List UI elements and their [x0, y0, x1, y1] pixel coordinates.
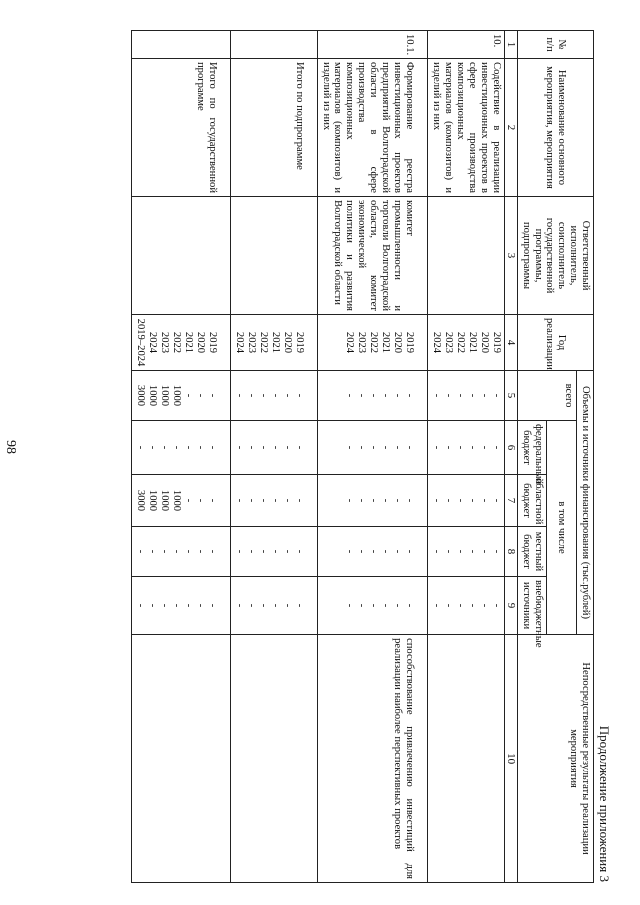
col-num-1: 1: [504, 31, 517, 59]
row-regional-item: -: [269, 498, 281, 503]
row-number: [230, 31, 317, 59]
row-extra-item: -: [430, 603, 442, 608]
row-federal-item: -: [466, 445, 478, 450]
row-federal-item: -: [146, 445, 158, 450]
row-years: [230, 315, 317, 371]
row-regional-item: 1000: [158, 489, 170, 512]
row-local: [427, 527, 504, 577]
row-total-item: -: [490, 393, 502, 398]
row-extra-item: -: [269, 603, 281, 608]
row-total-item: 3000: [134, 384, 146, 407]
row-total-item: 1000: [170, 384, 182, 407]
appendix-caption: Продолжение приложения 3: [597, 725, 612, 882]
row-federal-item: -: [478, 445, 490, 450]
row-result: [131, 635, 230, 883]
row-total: [427, 371, 504, 421]
row-local-item: -: [182, 549, 194, 554]
row-total-item: 1000: [158, 384, 170, 407]
table-row: [427, 31, 504, 883]
table-row: [317, 31, 427, 883]
row-years-item: 2020: [194, 331, 206, 354]
row-years-item: 2020: [478, 331, 490, 354]
row-regional: [230, 475, 317, 527]
header-responsible: Ответственный исполнитель, соисполнитель государственной программы, подпрограммы: [517, 197, 593, 315]
row-extra-item: -: [355, 603, 367, 608]
row-extra-item: -: [403, 603, 415, 608]
row-years-item: 2021: [269, 331, 281, 354]
row-local-item: -: [466, 549, 478, 554]
row-federal-item: -: [257, 445, 269, 450]
row-extra-item: -: [281, 603, 293, 608]
header-funding: Объемы и источники финансирования (тыс.рублей): [577, 371, 594, 635]
row-federal-item: -: [245, 445, 257, 450]
row-local-item: -: [355, 549, 367, 554]
row-years-item: 2019: [206, 331, 218, 354]
row-regional-item: -: [194, 498, 206, 503]
row-responsible: [131, 197, 230, 315]
row-extra-item: -: [233, 603, 245, 608]
row-years: [317, 315, 427, 371]
row-total-item: -: [257, 393, 269, 398]
row-number: 10.1.: [317, 31, 427, 59]
row-federal-item: -: [442, 445, 454, 450]
row-total-item: -: [478, 393, 490, 398]
row-regional-item: -: [403, 498, 415, 503]
row-federal-item: -: [490, 445, 502, 450]
col-num-8: 8: [504, 527, 517, 577]
row-years: [131, 315, 230, 371]
row-total-item: -: [269, 393, 281, 398]
row-total-item: -: [355, 393, 367, 398]
row-years-item: 2022: [170, 331, 182, 354]
row-total-item: -: [379, 393, 391, 398]
header-result: Непосредственные результаты реализации мероприятия: [517, 635, 593, 883]
row-extra: [230, 577, 317, 635]
row-extra-item: -: [379, 603, 391, 608]
row-federal-item: -: [379, 445, 391, 450]
table-row: [131, 31, 230, 883]
row-extra-item: -: [257, 603, 269, 608]
row-responsible: комитет промышленности и торговли Волгоградской области, комитет экономической политики и развития Волгоградской области: [317, 197, 427, 315]
header-total: всего: [517, 371, 576, 421]
row-federal: [131, 421, 230, 475]
row-local-item: -: [158, 549, 170, 554]
row-name: Итого по подпрограмме: [230, 59, 317, 197]
header-year: Год реализации: [517, 315, 593, 371]
row-extra-item: -: [442, 603, 454, 608]
header-including: в том числе: [546, 421, 577, 635]
row-years-item: 2023: [245, 331, 257, 354]
col-num-7: 7: [504, 475, 517, 527]
row-federal-item: -: [194, 445, 206, 450]
row-regional: [317, 475, 427, 527]
row-regional-item: -: [281, 498, 293, 503]
row-total-item: -: [367, 393, 379, 398]
col-num-2: 2: [504, 59, 517, 197]
row-federal-item: -: [158, 445, 170, 450]
table-body: [131, 31, 504, 883]
row-number: 10.: [427, 31, 504, 59]
row-extra-item: -: [245, 603, 257, 608]
row-extra-item: -: [206, 603, 218, 608]
row-federal-item: -: [391, 445, 403, 450]
row-federal-item: -: [206, 445, 218, 450]
row-local-item: -: [367, 549, 379, 554]
row-extra-item: -: [146, 603, 158, 608]
col-num-6: 6: [504, 421, 517, 475]
row-local-item: -: [343, 549, 355, 554]
table-row: [230, 31, 317, 883]
row-regional-item: -: [293, 498, 305, 503]
row-total-item: -: [442, 393, 454, 398]
header-name: Наименование основного мероприятия, мероприятия: [517, 59, 593, 197]
row-extra-item: -: [454, 603, 466, 608]
row-local-item: -: [430, 549, 442, 554]
row-local-item: -: [454, 549, 466, 554]
row-federal-item: -: [454, 445, 466, 450]
row-regional: [131, 475, 230, 527]
row-total: [131, 371, 230, 421]
row-extra-item: -: [182, 603, 194, 608]
row-local-item: -: [194, 549, 206, 554]
row-years-item: 2019: [403, 331, 415, 354]
row-extra-item: -: [391, 603, 403, 608]
row-local-item: -: [170, 549, 182, 554]
row-number: [131, 31, 230, 59]
row-total: [230, 371, 317, 421]
row-regional-item: -: [442, 498, 454, 503]
row-federal-item: -: [343, 445, 355, 450]
row-total-item: -: [281, 393, 293, 398]
row-years-item: 2024: [146, 331, 158, 354]
row-total-item: -: [293, 393, 305, 398]
row-extra-item: -: [158, 603, 170, 608]
row-local-item: -: [490, 549, 502, 554]
row-federal-item: -: [281, 445, 293, 450]
row-years-item: 2024: [233, 331, 245, 354]
row-total-item: -: [233, 393, 245, 398]
rotated-page: [134, 30, 612, 882]
row-years-item: 2019: [490, 331, 502, 354]
header-regional: областной бюджет: [517, 475, 546, 527]
row-regional-item: -: [257, 498, 269, 503]
row-regional-item: 1000: [170, 489, 182, 512]
row-extra-item: -: [170, 603, 182, 608]
row-regional-item: -: [490, 498, 502, 503]
row-result: [427, 635, 504, 883]
row-result: способствование привлечению инвестиций для реализации наиболее перспективных проектов: [317, 635, 427, 883]
row-extra-item: -: [490, 603, 502, 608]
row-years-item: 2024: [343, 331, 355, 354]
row-local-item: -: [233, 549, 245, 554]
row-extra: [427, 577, 504, 635]
row-responsible: [230, 197, 317, 315]
row-years-item: 2020: [281, 331, 293, 354]
header-local: местный бюджет: [517, 527, 546, 577]
row-local-item: -: [269, 549, 281, 554]
row-regional-item: -: [391, 498, 403, 503]
header-federal: федеральный бюджет: [517, 421, 546, 475]
row-extra: [131, 577, 230, 635]
row-local-item: -: [257, 549, 269, 554]
row-name: Итого по государственной программе: [131, 59, 230, 197]
row-local-item: -: [293, 549, 305, 554]
row-total-item: -: [403, 393, 415, 398]
row-total-item: -: [343, 393, 355, 398]
row-federal-item: -: [355, 445, 367, 450]
row-federal: [230, 421, 317, 475]
page-number: 98: [3, 440, 18, 454]
row-regional-item: -: [245, 498, 257, 503]
row-local: [131, 527, 230, 577]
row-total-item: -: [454, 393, 466, 398]
row-years: [427, 315, 504, 371]
row-federal-item: -: [367, 445, 379, 450]
row-years-item: 2022: [367, 331, 379, 354]
row-regional-item: -: [206, 498, 218, 503]
header-num: № п/п: [517, 31, 593, 59]
row-name: Формирование реестра инвестиционных проектов предприятий Волгоградской области в сфере производства композиционных материалов (композитов) и изделий из них: [317, 59, 427, 197]
row-years-item: 2024: [430, 331, 442, 354]
row-total-item: -: [391, 393, 403, 398]
row-federal-item: -: [134, 445, 146, 450]
row-federal-item: -: [403, 445, 415, 450]
row-regional-item: -: [355, 498, 367, 503]
row-local-item: -: [391, 549, 403, 554]
row-years-item: 2021: [182, 331, 194, 354]
header-extra: внебюджетные источники: [517, 577, 546, 635]
row-extra-item: -: [367, 603, 379, 608]
row-local: [230, 527, 317, 577]
row-regional-item: -: [367, 498, 379, 503]
row-years-item: 2021: [466, 331, 478, 354]
row-federal-item: -: [293, 445, 305, 450]
col-num-9: 9: [504, 577, 517, 635]
row-total-item: -: [206, 393, 218, 398]
row-years-item: 2023: [355, 331, 367, 354]
row-extra-item: -: [134, 603, 146, 608]
row-local-item: -: [403, 549, 415, 554]
row-regional-item: 1000: [146, 489, 158, 512]
row-federal: [317, 421, 427, 475]
col-num-3: 3: [504, 197, 517, 315]
row-regional-item: -: [466, 498, 478, 503]
row-regional: [427, 475, 504, 527]
row-years-item: 2019–2024: [134, 318, 146, 367]
row-federal-item: -: [233, 445, 245, 450]
row-regional-item: -: [379, 498, 391, 503]
row-result: [230, 635, 317, 883]
row-extra-item: -: [478, 603, 490, 608]
row-local: [317, 527, 427, 577]
row-local-item: -: [442, 549, 454, 554]
row-federal-item: -: [182, 445, 194, 450]
row-total-item: -: [245, 393, 257, 398]
col-num-5: 5: [504, 371, 517, 421]
row-total-item: -: [194, 393, 206, 398]
row-local-item: -: [146, 549, 158, 554]
row-total-item: -: [430, 393, 442, 398]
col-num-4: 4: [504, 315, 517, 371]
row-total-item: -: [182, 393, 194, 398]
row-local-item: -: [245, 549, 257, 554]
row-regional-item: -: [182, 498, 194, 503]
row-federal-item: -: [269, 445, 281, 450]
row-responsible: [427, 197, 504, 315]
row-federal-item: -: [430, 445, 442, 450]
row-federal: [427, 421, 504, 475]
row-federal-item: -: [170, 445, 182, 450]
row-total-item: -: [466, 393, 478, 398]
row-extra-item: -: [293, 603, 305, 608]
row-local-item: -: [478, 549, 490, 554]
column-number-row: [504, 31, 517, 883]
row-extra-item: -: [194, 603, 206, 608]
row-years-item: 2023: [442, 331, 454, 354]
row-total: [317, 371, 427, 421]
row-regional-item: -: [454, 498, 466, 503]
row-years-item: 2022: [257, 331, 269, 354]
row-years-item: 2019: [293, 331, 305, 354]
row-extra-item: -: [466, 603, 478, 608]
col-num-10: 10: [504, 635, 517, 883]
row-extra: [317, 577, 427, 635]
row-years-item: 2020: [391, 331, 403, 354]
row-regional-item: 3000: [134, 489, 146, 512]
row-years-item: 2023: [158, 331, 170, 354]
funding-table: [131, 30, 594, 883]
row-years-item: 2021: [379, 331, 391, 354]
row-regional-item: -: [233, 498, 245, 503]
row-name: Содействие в реализации инвестиционных проектов в сфере производства композиционных материалов (композитов) и изделий из них: [427, 59, 504, 197]
row-regional-item: -: [430, 498, 442, 503]
row-total-item: 1000: [146, 384, 158, 407]
row-regional-item: -: [343, 498, 355, 503]
row-local-item: -: [281, 549, 293, 554]
row-local-item: -: [134, 549, 146, 554]
row-local-item: -: [379, 549, 391, 554]
row-regional-item: -: [478, 498, 490, 503]
row-extra-item: -: [343, 603, 355, 608]
row-local-item: -: [206, 549, 218, 554]
row-years-item: 2022: [454, 331, 466, 354]
